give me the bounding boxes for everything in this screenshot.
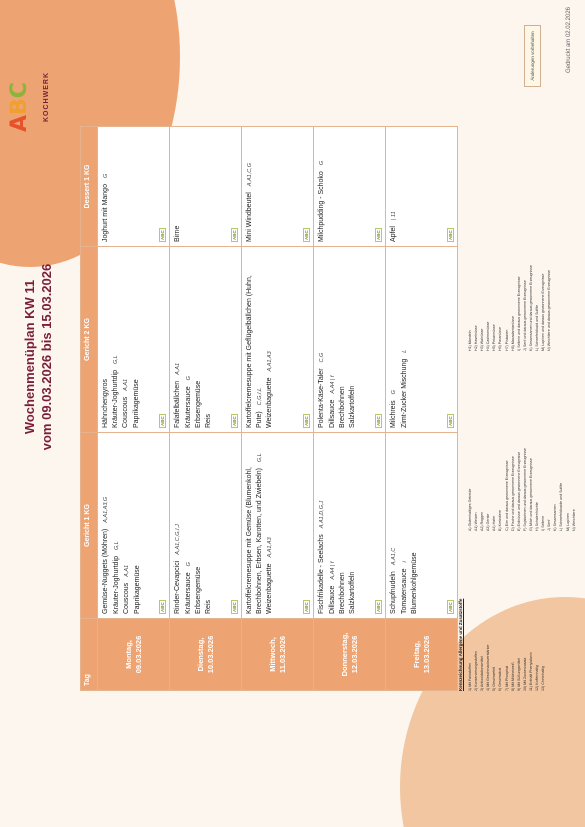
- table-row: [170, 127, 242, 691]
- legend-item: 10) Mit Zuckerzusatz: [522, 657, 527, 691]
- dish-line: [400, 251, 411, 428]
- dish-cell: [314, 433, 386, 619]
- legend-item: A4) Hafer: [492, 515, 497, 531]
- dessert-cell: [386, 127, 458, 247]
- legend-item: 2) Konservierungsstoffen: [474, 651, 479, 691]
- dish-name: Erbsengemüse: [195, 566, 202, 614]
- dish-name: Blumenkohlgemüse: [411, 552, 418, 614]
- dish-line: [184, 251, 195, 428]
- day-cell: [386, 619, 458, 691]
- legend-item: K) Sesamsamen: [553, 504, 558, 531]
- dish-line: [245, 131, 256, 242]
- allergen-codes: L: [401, 349, 408, 353]
- dish-line: [184, 437, 195, 614]
- dish-line: [245, 251, 265, 428]
- dish-line: [132, 251, 142, 428]
- allergen-codes: A,A1: [175, 362, 181, 375]
- allergen-codes: G,L: [112, 355, 119, 365]
- allergen-codes: A,A1: [123, 378, 129, 391]
- allergen-codes: A,A1,A3,G: [103, 496, 109, 523]
- dish-line: [317, 131, 328, 242]
- dish-line: [328, 251, 339, 428]
- day-date: 09.03.2026: [133, 635, 143, 674]
- legend-item: B) Krebstiere: [498, 510, 503, 531]
- dessert-cell: [242, 127, 314, 247]
- legend-item: A) Glutenhaltiges Getreide: [468, 488, 472, 531]
- dish-line: [317, 437, 328, 614]
- dish-cell: [98, 247, 170, 433]
- dish-name: Couscous: [123, 582, 130, 614]
- legend-column-additives: [467, 644, 546, 691]
- dish-name: Joghurt mit Mango: [102, 184, 109, 242]
- abc-mark-icon: ABC: [304, 602, 309, 612]
- abc-mark-icon: ABC: [160, 416, 165, 426]
- table-row: [314, 127, 386, 691]
- abc-mark-icon: ABC: [304, 416, 309, 426]
- legend-item: 13) Chininhaltig: [541, 666, 546, 691]
- dish-name: Weizenbaguette: [266, 377, 273, 428]
- dish-name: Reis: [204, 413, 212, 428]
- dish-name: Hähnchengyros: [102, 378, 109, 428]
- menu-table: [80, 126, 458, 691]
- dish-name: Apfel: [390, 226, 397, 242]
- abc-mark-icon: ABC: [160, 602, 165, 612]
- dish-cell: [170, 433, 242, 619]
- legend-item: 11) Enthält Phenylalanin: [528, 652, 533, 691]
- legend-item: 7) Mit Phosphat: [504, 665, 509, 691]
- dish-name: Mini Windbeutel: [246, 192, 253, 242]
- dish-line: [410, 437, 420, 614]
- dish-cell: [242, 247, 314, 433]
- legend-column-nuts: [467, 265, 552, 351]
- allergen-codes: G: [185, 376, 192, 381]
- legend-item: D) Fische und daraus gewonnene Erzeugnisse: [510, 456, 515, 531]
- dish-name: Milchreis: [390, 400, 397, 428]
- day-cell: [314, 619, 386, 691]
- dish-name: Rinder-Cevapcici: [174, 560, 181, 614]
- table-header-row: [81, 127, 98, 691]
- table-row: [386, 127, 458, 691]
- legend-item: F) Sojabohnen und daraus gewonnene Erzeugnisse: [522, 448, 527, 531]
- legend-item: A3) Gerste: [486, 513, 491, 531]
- dish-line: [101, 131, 112, 242]
- allergen-codes: C,G: [319, 352, 325, 363]
- legend-item: 9) Mit Süßungsmittel: [516, 658, 521, 691]
- legend-item: G) Milch und daraus gewonnene Erzeugnisse: [528, 458, 533, 531]
- allergen-codes: A,A1,A3: [267, 537, 273, 558]
- allergen-codes: A,A1,D,G,J: [319, 500, 325, 529]
- day-name: Montag,: [123, 640, 133, 669]
- legend-item: A2) Roggen: [480, 511, 485, 531]
- dish-name: Kräutersauce: [184, 572, 192, 614]
- dish-line: [338, 251, 348, 428]
- allergen-codes: G,L: [256, 453, 263, 463]
- dish-name: Paprikagemüse: [132, 379, 140, 428]
- dish-line: [348, 437, 358, 614]
- abc-mark-icon: ABC: [448, 230, 453, 240]
- dish-line: [245, 437, 265, 614]
- dish-cell: [98, 433, 170, 619]
- dish-line: [328, 437, 339, 614]
- dish-line: [194, 251, 204, 428]
- allergen-codes: G: [103, 173, 109, 179]
- legend-title: Kennzeichnung Allergene und Zusatzstoffe: [458, 598, 463, 691]
- dish-name: Kräutersauce: [184, 386, 192, 428]
- legend-item: H) Schalenfrüchte: [535, 502, 540, 531]
- dish-name: Zimt-Zucker Mischung: [400, 358, 408, 428]
- legend-item: H7) Pistazien: [504, 329, 509, 351]
- legend-item: M) Lupinen und daraus gewonnene Erzeugnisse: [541, 273, 546, 351]
- dish-name: Weizenbaguette: [266, 563, 273, 614]
- legend-item: H2) Haselnüsse: [474, 325, 479, 351]
- legend-item: E) Erdnüsse und daraus gewonnene Erzeugnisse: [516, 451, 521, 531]
- legend-item: I) Sellerie und daraus gewonnene Erzeugnisse: [516, 276, 521, 351]
- allergen-codes: A,A1: [124, 564, 130, 577]
- table-row: [242, 127, 314, 691]
- abc-mark-icon: ABC: [376, 230, 381, 240]
- abc-mark-icon: ABC: [232, 602, 237, 612]
- legend-item: 5) Geschwefelt: [492, 667, 497, 691]
- allergen-codes: A,A1,C,G,I,J: [175, 524, 181, 555]
- legend-item: N) Weichtiere: [571, 509, 576, 531]
- dish-line: [121, 251, 132, 428]
- dessert-cell: [98, 127, 170, 247]
- allergen-codes: i: [401, 561, 408, 563]
- abc-mark-icon: ABC: [448, 602, 453, 612]
- legend-item: J) Senf: [547, 519, 552, 531]
- dish-cell: [314, 247, 386, 433]
- dessert-cell: [314, 127, 386, 247]
- column-header: Gericht 2 KG: [81, 247, 98, 433]
- dish-name: Brechbohnen: [339, 386, 346, 428]
- dish-line: [204, 251, 214, 428]
- logo-letters: ABC: [7, 82, 32, 132]
- dish-line: [265, 251, 276, 428]
- dish-line: [389, 251, 400, 428]
- day-name: Dienstag,: [195, 637, 205, 672]
- dish-name: Brechbohnen: [339, 572, 346, 614]
- legend-item: 4) Mit Geschmacksverstärker: [486, 644, 491, 691]
- abc-mark-icon: ABC: [376, 602, 381, 612]
- dish-line: [133, 437, 143, 614]
- dish-name: Paprikagemüse: [133, 565, 141, 614]
- dish-name: Kräuter-Joghurtdip: [112, 556, 120, 614]
- day-date: 13.03.2026: [421, 635, 431, 674]
- dish-name: Fischfrikadelle - Seelachs: [318, 534, 325, 614]
- dish-line: [389, 131, 400, 242]
- dessert-cell: [170, 127, 242, 247]
- legend-item: I) Sellerie: [541, 515, 546, 531]
- abc-mark-icon: ABC: [376, 416, 381, 426]
- dish-name: Dillsauce: [328, 585, 336, 614]
- legend-item: 1) Mit Farbstoffen: [468, 662, 472, 691]
- allergen-codes: G,L: [113, 541, 120, 551]
- changes-reserved-note: Änderungen vorbehalten: [524, 25, 541, 87]
- abc-mark-icon: ABC: [232, 230, 237, 240]
- dish-name: Dillsauce: [328, 399, 336, 428]
- abc-mark-icon: ABC: [232, 416, 237, 426]
- legend-item: 8) Mit Milcheiweiß: [510, 662, 515, 691]
- dish-line: [111, 251, 122, 428]
- day-name: Freitag,: [411, 640, 421, 669]
- dish-line: [173, 131, 183, 242]
- legend-item: 6) Geschwärzt: [498, 667, 503, 691]
- dish-line: [101, 251, 111, 428]
- day-cell: [242, 619, 314, 691]
- dish-name: Tomatensauce: [400, 568, 408, 614]
- allergen-legend: [458, 91, 578, 691]
- dish-line: [173, 437, 184, 614]
- dish-line: [101, 437, 112, 614]
- dish-line: [194, 437, 204, 614]
- day-date: 12.03.2026: [349, 635, 359, 674]
- allergen-codes: G: [319, 160, 325, 166]
- printed-date: Gedruckt am 02.02.2026: [566, 7, 572, 74]
- page-title: Wochenmenüplan KW 11: [22, 279, 37, 435]
- dish-line: [122, 437, 133, 614]
- dish-line: [173, 251, 184, 428]
- legend-item: H3) Walnüsse: [480, 328, 485, 351]
- allergen-codes: | 11: [391, 211, 397, 221]
- dish-name: Salzkartoffeln: [348, 385, 356, 428]
- dish-name: Gemüse-Nuggets (Möhren): [102, 528, 109, 614]
- dish-line: [400, 437, 411, 614]
- abc-kochwerk-logo: [7, 52, 67, 132]
- legend-item: L) Schwefeldioxide und Sulfite: [559, 482, 564, 531]
- legend-item: H4) Cashewnüsse: [486, 321, 491, 351]
- legend-item: J) Senf und daraus gewonnene Erzeugnisse: [522, 280, 527, 351]
- dish-cell: [170, 247, 242, 433]
- allergen-codes: A,A1,A3: [267, 351, 273, 372]
- dish-line: [112, 437, 123, 614]
- legend-item: 12) Koffeinhaltig: [535, 665, 540, 691]
- dish-name: Salzkartoffeln: [348, 571, 356, 614]
- day-cell: [170, 619, 242, 691]
- legend-item: M) Lupinen: [565, 513, 570, 531]
- legend-item: H1) Mandeln: [468, 330, 472, 351]
- dish-name: Falafelbällchen: [174, 380, 181, 428]
- legend-item: N) Weichtiere und daraus gewonnene Erzeugnisse: [547, 269, 552, 351]
- dish-cell: [386, 247, 458, 433]
- dish-name: Couscous: [122, 396, 129, 428]
- abc-mark-icon: ABC: [304, 230, 309, 240]
- logo-subtitle: KOCHWERK: [43, 72, 50, 122]
- allergen-codes: A,A4 | f: [329, 561, 336, 580]
- legend-column-allergens: [467, 448, 577, 531]
- day-name: Donnerstag,: [339, 632, 349, 677]
- legend-item: 3) Antioxidationsmittel: [480, 656, 485, 691]
- day-name: Mittwoch,: [267, 637, 277, 672]
- legend-item: C) Eier und daraus gewonnene Erzeugnisse: [504, 460, 509, 531]
- dish-name: Schupfnudeln: [390, 571, 397, 614]
- dish-name: Birne: [174, 225, 181, 242]
- dish-name: Erbsengemüse: [195, 380, 202, 428]
- column-header: Gericht 1 KG: [81, 433, 98, 619]
- dish-line: [204, 437, 214, 614]
- dish-line: [348, 251, 358, 428]
- dish-cell: [386, 433, 458, 619]
- abc-mark-icon: ABC: [448, 416, 453, 426]
- legend-item: H8) Macadamianüsse: [510, 316, 515, 351]
- column-header: Tag: [81, 619, 98, 691]
- legend-item: L) Schwefeldioxid und Sulfite: [535, 304, 540, 351]
- allergen-codes: G: [185, 562, 192, 567]
- day-date: 11.03.2026: [277, 635, 287, 674]
- dish-name: Kartoffelcremesuppe mit Gemüse (Blumenkohl, Brechbohnen, Erbsen, Karotten, und Zwiebeln): [246, 467, 263, 614]
- dish-name: Reis: [204, 599, 212, 614]
- date-range: vom 09.03.2026 bis 15.03.2026: [39, 263, 54, 451]
- dish-name: Kartoffelcremesuppe mit Geflügelbällchen (Huhn, Pute): [246, 275, 263, 428]
- column-header: Dessert 1 KG: [81, 127, 98, 247]
- dish-name: Milchpudding - Schoko: [318, 171, 325, 242]
- allergen-codes: A,A1,C,G: [247, 162, 253, 187]
- day-cell: [98, 619, 170, 691]
- abc-mark-icon: ABC: [160, 230, 165, 240]
- dish-name: Kräuter-Joghurtdip: [111, 370, 119, 428]
- legend-item: H6) Paranüsse: [498, 327, 503, 351]
- allergen-codes: A,A1,C: [391, 547, 397, 566]
- dish-line: [265, 437, 276, 614]
- dish-name: Polenta-Käse-Taler: [318, 368, 325, 428]
- dish-line: [389, 437, 400, 614]
- legend-item: H5) Pekannüsse: [492, 324, 497, 351]
- dish-line: [338, 437, 348, 614]
- day-date: 10.03.2026: [205, 635, 215, 674]
- table-row: [98, 127, 170, 691]
- dish-line: [317, 251, 328, 428]
- allergen-codes: A,A4 | f: [329, 375, 336, 394]
- allergen-codes: G: [391, 390, 397, 395]
- legend-item: A1) Weizen: [474, 512, 479, 531]
- dish-cell: [242, 433, 314, 619]
- legend-item: K) Sesamsamen und daraus gewonnene Erzeugnisse: [528, 265, 533, 351]
- allergen-codes: C,G,I,L: [256, 387, 263, 406]
